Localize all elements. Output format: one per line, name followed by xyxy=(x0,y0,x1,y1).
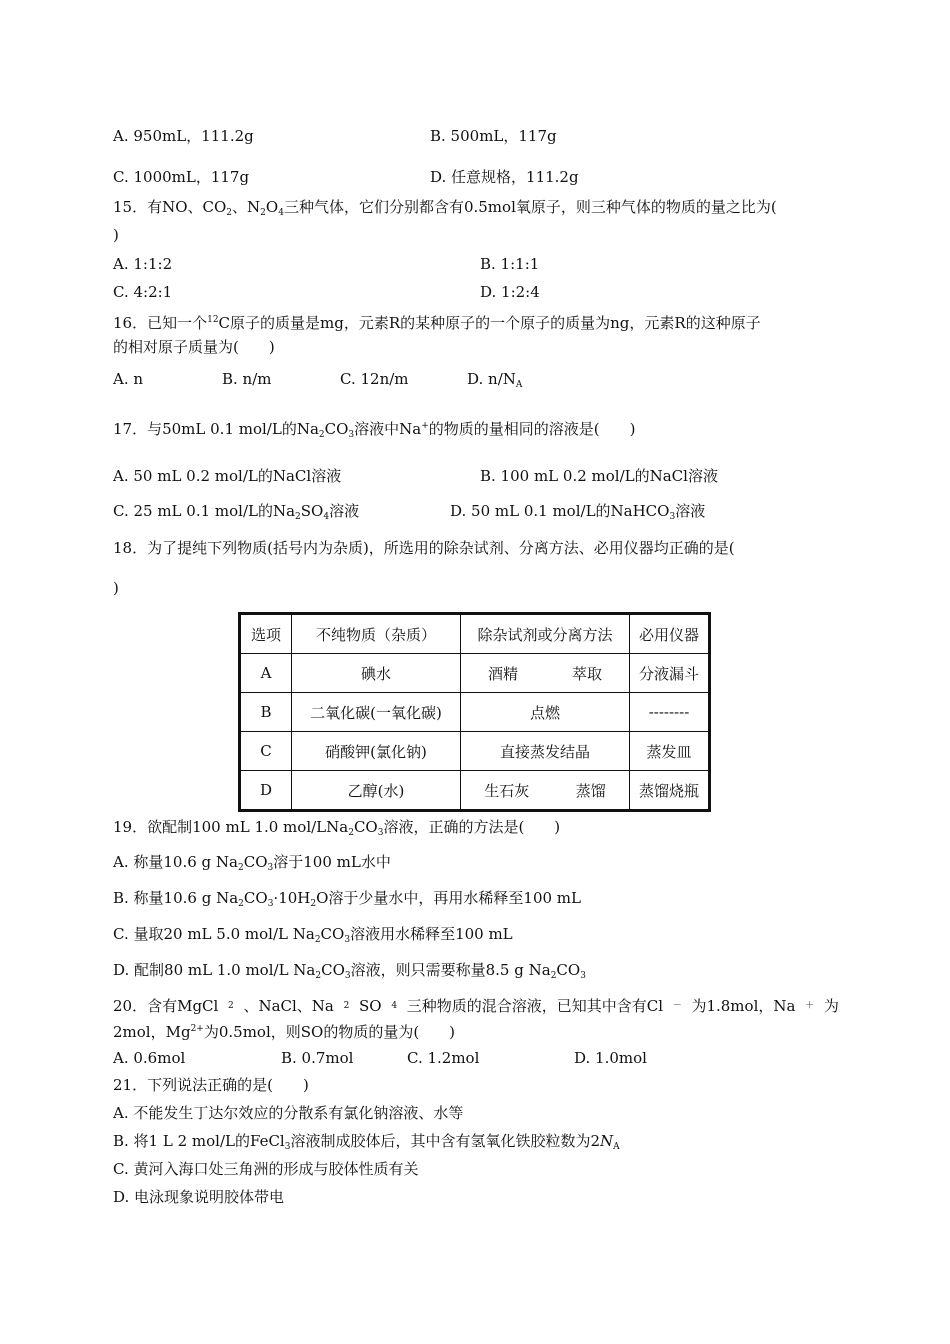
table-row xyxy=(240,654,710,693)
q16-stem-line2: 的相对原子质量为( ) xyxy=(113,338,275,356)
q19-stem: 19．欲配制100 mL 1.0 mol/$LNa_2CO_3$溶液，正确的方法是( ) xyxy=(113,818,561,838)
table-cell-reagent: 直接蒸发结晶 xyxy=(461,732,630,771)
q19-option-c: C. 量取20 mL 5.0 mol/L $Na_2CO_3$溶液用水稀释至100 mL xyxy=(113,925,513,945)
q20-stem: 20．含有MgCl 2 、NaCl、Na 2 SO 4 三种物质的混合溶液，已知其中含有Cl － 为1.8mol，Na ＋ 为 xyxy=(113,997,839,1015)
table-header-cell: 除杂试剂或分离方法 xyxy=(461,614,630,654)
q15-option-d: D. 1:2:4 xyxy=(480,283,540,301)
q16-option-c: C. 12n/m xyxy=(340,370,409,388)
q20-option-b: B. 0.7mol xyxy=(281,1049,354,1067)
table-header-cell: 不纯物质（杂质） xyxy=(292,614,461,654)
table-row xyxy=(240,771,710,811)
q20-option-a: A. 0.6mol xyxy=(113,1049,186,1067)
q16-option-a: A. n xyxy=(113,370,144,388)
q14-option-b: B. 500mL，117g xyxy=(430,127,557,145)
table-cell-reagent: 酒精 萃取 xyxy=(461,654,630,693)
q15-stem-end: ) xyxy=(113,226,119,244)
table-cell-option: A xyxy=(240,654,292,693)
table-header-cell: 选项 xyxy=(240,614,292,654)
q18-stem-end: ) xyxy=(113,579,119,597)
table-cell-instrument: 蒸馏烧瓶 xyxy=(630,771,710,811)
q18-options-table xyxy=(238,612,711,812)
q14-option-c: C. 1000mL，117g xyxy=(113,168,250,186)
table-header-cell: 必用仪器 xyxy=(630,614,710,654)
q16-option-d: D. $n/N_A$ xyxy=(467,370,523,390)
table-cell-impure: 二氧化碳(一氧化碳) xyxy=(292,693,461,732)
table-header-row xyxy=(240,614,710,654)
table-cell-impure: 硝酸钾(氯化钠) xyxy=(292,732,461,771)
q21-option-c: C. 黄河入海口处三角洲的形成与胶体性质有关 xyxy=(113,1160,419,1178)
q17-option-c: C. 25 mL 0.1 mol/L的$Na_2SO_4$溶液 xyxy=(113,502,360,522)
q16-stem: 16．已知一个$^{12}$C原子的质量是mg，元素R的某种原子的一个原子的质量为ng，元素R的这种原子 xyxy=(113,314,761,332)
q20-option-d: D. 1.0mol xyxy=(574,1049,647,1067)
q21-option-d: D. 电泳现象说明胶体带电 xyxy=(113,1188,285,1206)
q15-option-b: B. 1:1:1 xyxy=(480,255,540,273)
q17-option-d: D. 50 mL 0.1 mol/L的NaHCO$_3$溶液 xyxy=(450,502,706,522)
q20-stem-line2: 2mol，$Mg^{2+}$为0.5mol，则SO的物质的量为( ) xyxy=(113,1023,456,1041)
table-cell-reagent: 生石灰 蒸馏 xyxy=(461,771,630,811)
q15-option-a: A. 1:1:2 xyxy=(113,255,173,273)
q18-stem: 18．为了提纯下列物质(括号内为杂质)，所选用的除杂试剂、分离方法、必用仪器均正确的是( xyxy=(113,539,735,557)
table-cell-instrument: 蒸发皿 xyxy=(630,732,710,771)
table-cell-impure: 乙醇(水) xyxy=(292,771,461,811)
q17-stem: 17．与50mL 0.1 mol/L的$Na_2CO_3$溶液中Na+的物质的量相同的溶液是( ) xyxy=(113,420,636,440)
q21-option-a: A. 不能发生丁达尔效应的分散系有氯化钠溶液、水等 xyxy=(113,1104,464,1122)
table-row xyxy=(240,732,710,771)
table-row xyxy=(240,693,710,732)
q21-option-b: B. 将1 L 2 mol/L的FeCl$_3$溶液制成胶体后，其中含有氢氧化铁胶粒数为$2N_A$ xyxy=(113,1132,620,1152)
q15-option-c: C. 4:2:1 xyxy=(113,283,173,301)
q19-option-d: D. 配制80 mL 1.0 mol/L $Na_2CO_3$溶液，则只需要称量8.5 g $Na_2CO_3$ xyxy=(113,961,586,981)
table-cell-instrument: 分液漏斗 xyxy=(630,654,710,693)
q17-option-a: A. 50 mL 0.2 mol/L的NaCl溶液 xyxy=(113,467,342,485)
q15-stem: 15．有NO、$CO_2$、$N_2O_4$三种气体，它们分别都含有0.5mol氧原子，则三种气体的物质的量之比为( xyxy=(113,198,777,218)
table-cell-instrument: -------- xyxy=(630,693,710,732)
table-cell-option: C xyxy=(240,732,292,771)
q16-option-b: B. n/m xyxy=(222,370,272,388)
q21-stem: 21．下列说法正确的是( ) xyxy=(113,1076,309,1094)
table-cell-impure: 碘水 xyxy=(292,654,461,693)
q19-option-b: B. 称量10.6 g $Na_2CO_3\cdot 10H_2O$溶于少量水中，再用水稀释至100 mL xyxy=(113,889,581,909)
q19-option-a: A. 称量10.6 g $Na_2CO_3$溶于100 mL水中 xyxy=(113,853,391,873)
q17-option-b: B. 100 mL 0.2 mol/L的NaCl溶液 xyxy=(480,467,718,485)
q20-option-c: C. 1.2mol xyxy=(407,1049,480,1067)
table-cell-reagent: 点燃 xyxy=(461,693,630,732)
table-cell-option: D xyxy=(240,771,292,811)
q14-option-d: D. 任意规格，111.2g xyxy=(430,168,579,186)
q14-option-a: A. 950mL，111.2g xyxy=(113,127,254,145)
table-cell-option: B xyxy=(240,693,292,732)
